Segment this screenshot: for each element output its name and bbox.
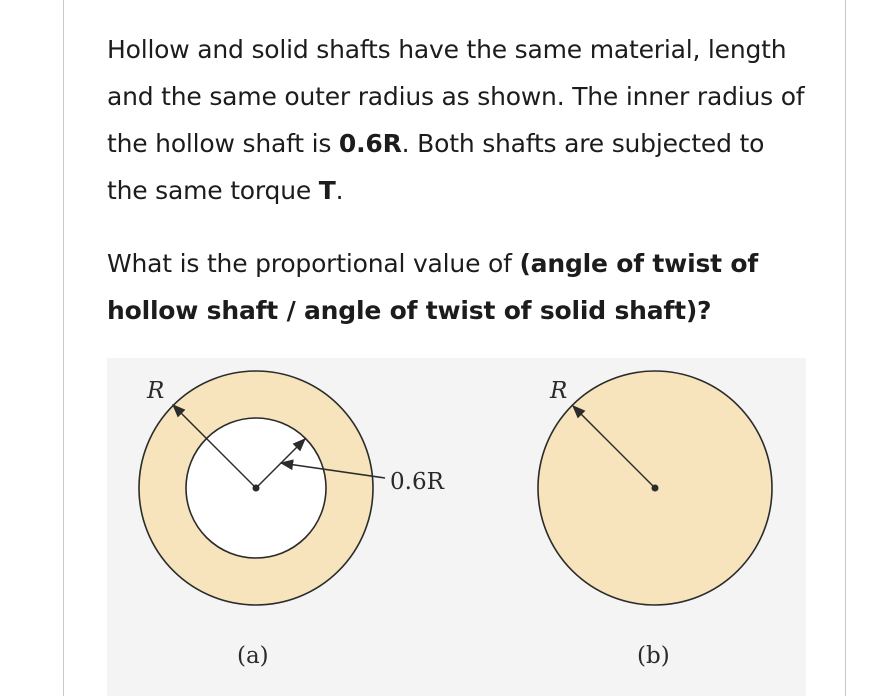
problem-text-3: . xyxy=(335,176,344,205)
question-text xyxy=(107,26,807,334)
page-border-left xyxy=(63,0,64,696)
problem-text-2: . Both shafts are subjected to the same torque xyxy=(107,129,765,205)
page-border-right xyxy=(845,0,846,696)
hollow-outer-radius-label: R xyxy=(147,378,165,404)
solid-shaft-caption: (b) xyxy=(637,643,670,669)
figure-svg xyxy=(107,358,806,696)
hollow-inner-radius-label: 0.6R xyxy=(390,469,444,495)
question-prompt-emphasis: (angle of twist of hollow shaft / angle of twist of solid shaft)? xyxy=(107,249,759,325)
hollow-shaft xyxy=(139,371,445,669)
solid-shaft xyxy=(538,371,772,669)
problem-statement xyxy=(107,26,807,214)
inner-radius-value: 0.6R xyxy=(338,129,402,158)
question-prompt xyxy=(107,240,807,334)
torque-symbol: T xyxy=(318,176,336,205)
hollow-shaft-caption: (a) xyxy=(237,643,269,669)
hollow-shaft-center-dot xyxy=(253,485,260,492)
question-prompt-text: What is the proportional value of xyxy=(107,249,520,278)
shaft-cross-section-figure xyxy=(107,358,806,696)
solid-radius-label: R xyxy=(550,378,568,404)
problem-text-1: Hollow and solid shafts have the same material, length and the same outer radius as shown. The inner radius of the hollow shaft is xyxy=(107,35,805,158)
solid-shaft-center-dot xyxy=(652,485,659,492)
